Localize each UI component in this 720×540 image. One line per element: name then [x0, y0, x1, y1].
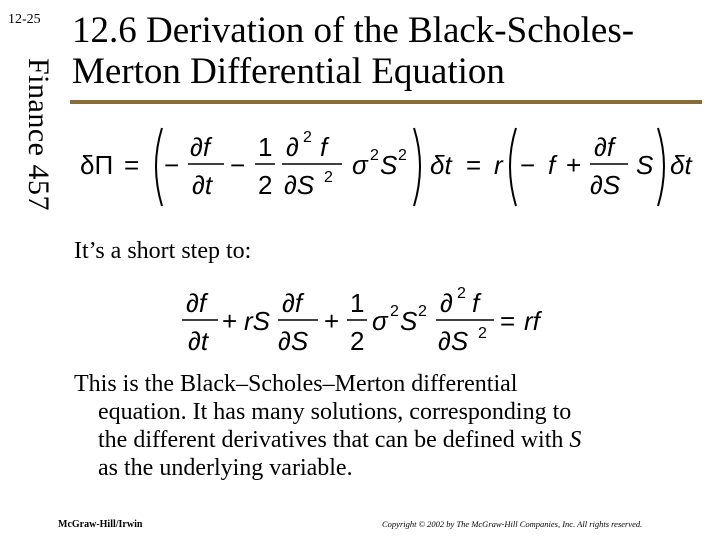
- eq1-delta-t-2: δt: [670, 150, 692, 180]
- eq1-equals: =: [124, 150, 140, 180]
- explanation-text: [74, 370, 704, 482]
- explanation-line-2: equation. It has many solutions, corresponding to: [98, 399, 572, 425]
- eq1-left-paren: [156, 128, 162, 206]
- eq1-sigma: σ: [352, 150, 368, 180]
- eq1-sigma-sup: 2: [370, 147, 379, 164]
- eq1-dS2-den: ∂S: [590, 170, 621, 200]
- eq2-sigma: σ: [372, 306, 388, 336]
- slide-title-line-2: Merton Differential Equation: [72, 51, 505, 92]
- footer-publisher: McGraw-Hill/Irwin: [58, 519, 143, 530]
- eq1-r: r: [494, 150, 503, 180]
- eq1-f-num: f: [320, 132, 328, 162]
- eq2-S-sup: 2: [418, 303, 427, 320]
- eq2-dS-den: ∂S: [278, 326, 309, 356]
- eq1-plus: +: [566, 150, 582, 180]
- eq2-d2-sup: 2: [457, 285, 466, 302]
- eq1-S-2: S: [636, 150, 654, 180]
- title-underline: [70, 100, 702, 104]
- eq1-right-paren-2: [658, 128, 664, 206]
- eq1-half-num: 1: [258, 132, 273, 162]
- eq2-rS: rS: [244, 306, 270, 336]
- eq1-S: S: [380, 150, 398, 180]
- course-sidebar-label: Finance 457: [22, 58, 55, 211]
- eq1-minus-3: −: [520, 150, 536, 180]
- intro-text: It’s a short step to:: [74, 238, 252, 264]
- eq1-f: f: [548, 150, 556, 180]
- eq2-plus-1: +: [222, 306, 238, 336]
- explanation-variable-S: S: [569, 427, 582, 453]
- eq1-dS-sup: 2: [324, 169, 333, 186]
- eq2-d2-num: ∂: [440, 288, 453, 318]
- portfolio-change-equation: [80, 118, 710, 218]
- eq2-half-den: 2: [350, 326, 365, 356]
- eq1-minus-2: −: [230, 150, 246, 180]
- eq1-lhs: δΠ: [80, 150, 114, 180]
- eq1-df2-num: ∂f: [594, 132, 615, 162]
- explanation-line-1: This is the Black–Scholes–Merton differential: [74, 371, 518, 397]
- footer-copyright: Copyright © 2002 by The McGraw-Hill Companies, Inc. All rights reserved.: [382, 519, 643, 529]
- eq2-rf: rf: [524, 306, 540, 336]
- eq2-df-num: ∂f: [186, 288, 207, 318]
- eq2-dt-den: ∂t: [188, 326, 209, 356]
- eq1-dS-den: ∂S: [284, 170, 315, 200]
- eq2-plus-2: +: [324, 306, 340, 336]
- slide-title: [72, 10, 702, 92]
- eq2-half-num: 1: [350, 288, 365, 318]
- eq1-df-num: ∂f: [190, 132, 211, 162]
- eq1-d2-sup: 2: [303, 129, 312, 146]
- explanation-line-3: [74, 426, 704, 454]
- eq1-d2-num: ∂: [286, 132, 299, 162]
- eq2-dS2-den: ∂S: [438, 326, 469, 356]
- eq1-minus-1: −: [164, 150, 180, 180]
- eq2-f-num: f: [472, 288, 480, 318]
- eq2-sigma-sup: 2: [390, 303, 399, 320]
- explanation-line-3-text: the different derivatives that can be defined with: [98, 427, 570, 453]
- eq1-delta-t: δt: [430, 150, 452, 180]
- slide-title-line-1: 12.6 Derivation of the Black-Scholes-: [72, 10, 635, 51]
- eq1-dt-den: ∂t: [192, 170, 213, 200]
- eq2-S: S: [400, 306, 418, 336]
- eq2-dS2-sup: 2: [478, 325, 487, 342]
- explanation-line-4: as the underlying variable.: [98, 455, 353, 481]
- eq1-S-sup: 2: [398, 147, 407, 164]
- eq1-equals-2: =: [466, 150, 482, 180]
- eq2-equals: =: [500, 306, 516, 336]
- eq1-right-paren: [414, 128, 420, 206]
- black-scholes-merton-equation: [182, 282, 562, 362]
- eq2-df2-num: ∂f: [282, 288, 303, 318]
- eq1-half-den: 2: [258, 170, 273, 200]
- eq1-left-paren-2: [510, 128, 516, 206]
- slide-number: 12-25: [8, 12, 41, 27]
